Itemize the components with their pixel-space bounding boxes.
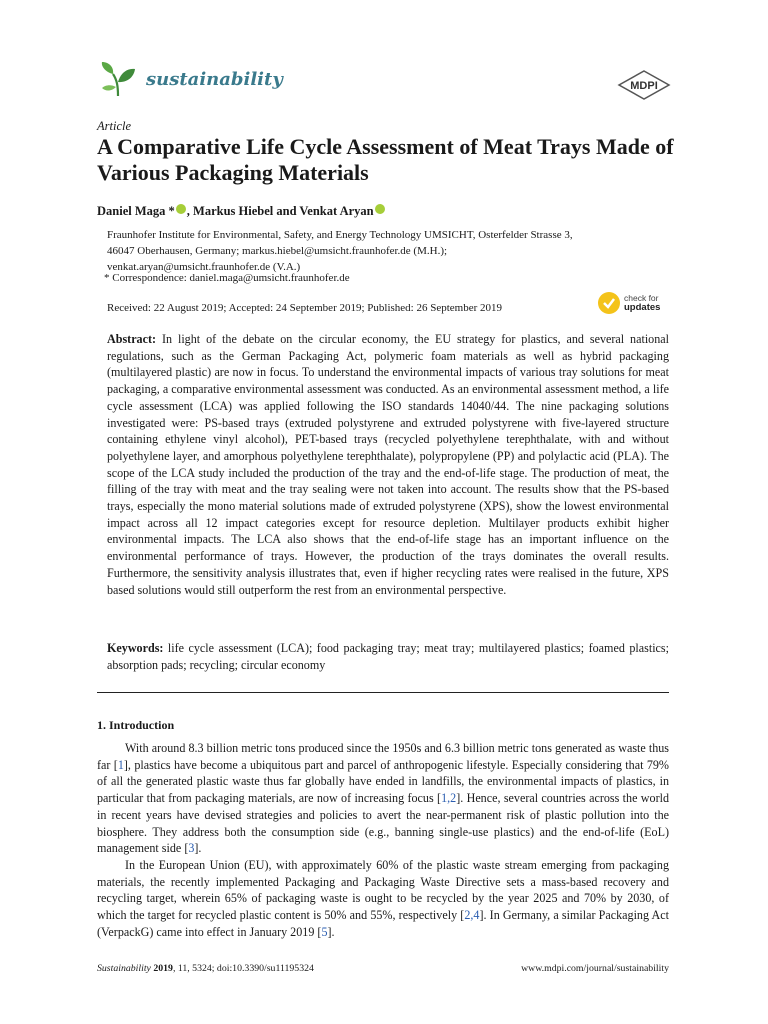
journal-header — [97, 58, 672, 102]
abstract — [107, 331, 669, 598]
leaf-logo-icon — [97, 58, 139, 100]
section-heading: 1. Introduction — [97, 718, 175, 732]
orcid-icon[interactable] — [375, 204, 385, 214]
check-icon — [598, 292, 620, 314]
abstract-label: Abstract: — [107, 332, 157, 346]
footer-url[interactable]: www.mdpi.com/journal/sustainability — [521, 963, 669, 974]
mdpi-logo-icon — [616, 70, 672, 100]
orcid-icon[interactable] — [176, 204, 186, 214]
author-maga[interactable]: Daniel Maga * — [97, 204, 175, 218]
authors — [97, 204, 386, 219]
affiliation-line: 46047 Oberhausen, Germany; markus.hiebel@umsicht.fraunhofer.de (M.H.); — [107, 245, 448, 257]
intro-paragraph: With around 8.3 billion metric tons produced since the 1950s and 6.3 billion metric tons generated as waste thus far [1], plastics have become a ubiquitous part and parcel of anthropogenic lifestyle. Especially considering that 79% of all the generated plastic waste thus far globally have ended in landfills, the environmental impacts of plastics, in particular that from packaging materials, are now of increasing focus [1,2]. Hence, several countries across the world in recent years have devised strategies and policies to avert the near-permanent risk of plastic pollution into the biosphere. They address both the consumption side (e.g., banning single-use plastics) and the end-of-life (EoL) management side [3]. — [97, 741, 669, 856]
article-title: A Comparative Life Cycle Assessment of Meat Trays Made of Various Packaging Materials — [97, 134, 674, 185]
citation-link[interactable]: 2,4 — [464, 908, 480, 923]
affiliation — [107, 227, 672, 275]
journal-name: sustainability — [146, 69, 283, 90]
keywords — [107, 640, 669, 673]
check-for-updates-badge[interactable] — [598, 292, 678, 318]
citation-link[interactable]: 5 — [321, 924, 328, 939]
publisher-name: MDPI — [630, 80, 658, 92]
affiliation-line: venkat.aryan@umsicht.fraunhofer.de (V.A.) — [107, 261, 301, 273]
keywords-text: life cycle assessment (LCA); food packaging tray; meat tray; multilayered plastics; foamed plastics; absorption pads; recycling; circular economy — [107, 641, 669, 672]
affiliation-line: Fraunhofer Institute for Environmental, Safety, and Energy Technology UMSICHT, Osterfelder Strasse 3, — [107, 229, 573, 241]
correspondence: * Correspondence: daniel.maga@umsicht.fraunhofer.de — [104, 272, 350, 284]
citation-link[interactable]: 1 — [117, 757, 124, 772]
article-type: Article — [97, 119, 132, 133]
footer-citation: Sustainability 2019, 11, 5324; doi:10.3390/su11195324 — [97, 963, 314, 974]
intro-paragraph: In the European Union (EU), with approximately 60% of the plastic waste stream emerging from packaging materials, the recently implemented Packaging and Packaging Waste Directive sets a mass-based recovery and recycling target, wherein 65% of packaging waste is ought to be recycled by the year 2025 and 70% by 2030, of which the target for recycled plastic content is 50% and 55%, respectively [2,4]. In Germany, a similar Packaging Act (VerpackG) came into effect in January 2019 [5]. — [97, 858, 669, 939]
section-divider — [97, 692, 669, 693]
author-others[interactable]: , Markus Hiebel and Venkat Aryan — [186, 204, 374, 218]
check-for-updates-text: check for updates — [624, 293, 661, 313]
citation-link[interactable]: 3 — [188, 841, 195, 856]
publication-dates: Received: 22 August 2019; Accepted: 24 September 2019; Published: 26 September 2019 — [107, 302, 503, 314]
keywords-label: Keywords: — [107, 641, 164, 655]
citation-link[interactable]: 1,2 — [441, 791, 457, 806]
abstract-text: In light of the debate on the circular economy, the EU strategy for plastics, and several national regulations, such as the German Packaging Act, polymeric foam materials as well as hybrid packaging (multilayered plastic) are now in focus. To understand the environmental impacts of various tray solutions for meat packaging, a comparative environmental assessment was conducted. As an environmental assessment method, a life cycle assessment (LCA) was applied following the ISO standards 14040/44. The nine packaging solutions investigated were: PS-based trays (extruded polystyrene and extruded polystyrene with five-layered structure containing ethylene vinyl alcohol), PET-based trays (recycled polyethylene terephthalate, with and without polyethylene layer, and amorphous polyethylene terephthalate), polypropylene (PP) and polylactic acid (PLA). The scope of the LCA study included the production of the tray and the end-of-life stage. The production of meat, the filling of the tray with meat and the tray sealing were not taken into account. The results show that the PS-based trays, especially the mono material solutions made of extruded polystyrene (XPS), show the lowest environmental impact across all 12 impact categories except for resource depletion. Multilayer products exhibit higher environmental impacts. The LCA also shows that the end-of-life stage has an important influence on the environmental performance of trays. However, the production of the trays dominates the overall results. Furthermore, the sensitivity analysis illustrates that, even if higher recycling rates were realised in the future, XPS based solutions would still outperform the rest from an environmental perspective. — [107, 332, 669, 597]
